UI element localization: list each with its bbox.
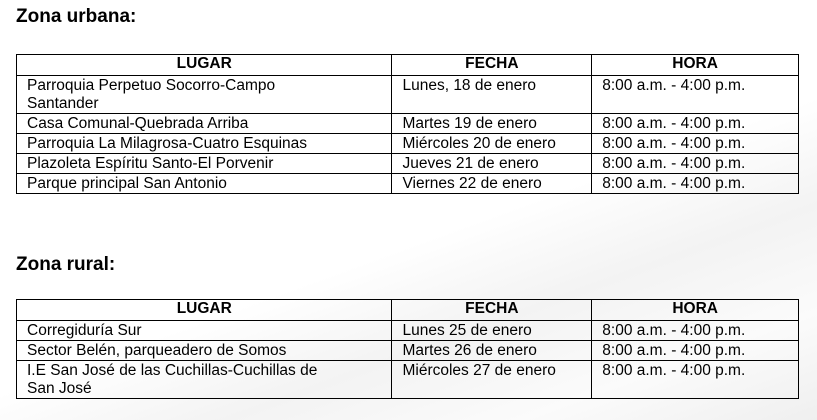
table-row [17, 321, 799, 341]
place-cell: Corregiduría Sur [17, 321, 392, 341]
table-header-row [17, 300, 799, 321]
place-cell: Parroquia La Milagrosa-Cuatro Esquinas [17, 134, 392, 154]
place-cell [17, 361, 392, 399]
date-cell: Lunes 25 de enero [392, 321, 592, 341]
time-cell: 8:00 a.m. - 4:00 p.m. [592, 341, 799, 361]
urban-schedule-table [16, 54, 799, 194]
table-row [17, 174, 799, 194]
urban-zone-heading: Zona urbana: [16, 6, 137, 27]
rural-schedule-table [16, 299, 799, 399]
date-cell: Lunes, 18 de enero [392, 76, 592, 114]
place-line-1: I.E San José de las Cuchillas-Cuchillas de [27, 362, 318, 379]
place-line-2: San José [27, 380, 92, 397]
date-cell: Martes 26 de enero [392, 341, 592, 361]
date-cell: Miércoles 27 de enero [392, 361, 592, 399]
column-header-place: LUGAR [17, 55, 392, 76]
place-line-1: Parroquia Perpetuo Socorro-Campo [27, 77, 276, 94]
time-cell: 8:00 a.m. - 4:00 p.m. [592, 76, 799, 114]
time-cell: 8:00 a.m. - 4:00 p.m. [592, 321, 799, 341]
place-cell: Sector Belén, parqueadero de Somos [17, 341, 392, 361]
time-cell: 8:00 a.m. - 4:00 p.m. [592, 154, 799, 174]
time-cell: 8:00 a.m. - 4:00 p.m. [592, 174, 799, 194]
table-row [17, 154, 799, 174]
place-line-2: Santander [27, 95, 99, 112]
table-row [17, 134, 799, 154]
column-header-date: FECHA [392, 300, 592, 321]
place-cell: Plazoleta Espíritu Santo-El Porvenir [17, 154, 392, 174]
time-cell: 8:00 a.m. - 4:00 p.m. [592, 134, 799, 154]
column-header-date: FECHA [392, 55, 592, 76]
date-cell: Jueves 21 de enero [392, 154, 592, 174]
time-cell: 8:00 a.m. - 4:00 p.m. [592, 361, 799, 399]
table-row [17, 341, 799, 361]
time-cell: 8:00 a.m. - 4:00 p.m. [592, 114, 799, 134]
column-header-place: LUGAR [17, 300, 392, 321]
place-cell: Casa Comunal-Quebrada Arriba [17, 114, 392, 134]
table-header-row [17, 55, 799, 76]
date-cell: Miércoles 20 de enero [392, 134, 592, 154]
date-cell: Martes 19 de enero [392, 114, 592, 134]
column-header-time: HORA [592, 300, 799, 321]
place-cell: Parque principal San Antonio [17, 174, 392, 194]
column-header-time: HORA [592, 55, 799, 76]
table-row [17, 114, 799, 134]
table-row [17, 76, 799, 114]
rural-zone-heading: Zona rural: [16, 254, 116, 275]
table-row [17, 361, 799, 399]
date-cell: Viernes 22 de enero [392, 174, 592, 194]
place-cell [17, 76, 392, 114]
